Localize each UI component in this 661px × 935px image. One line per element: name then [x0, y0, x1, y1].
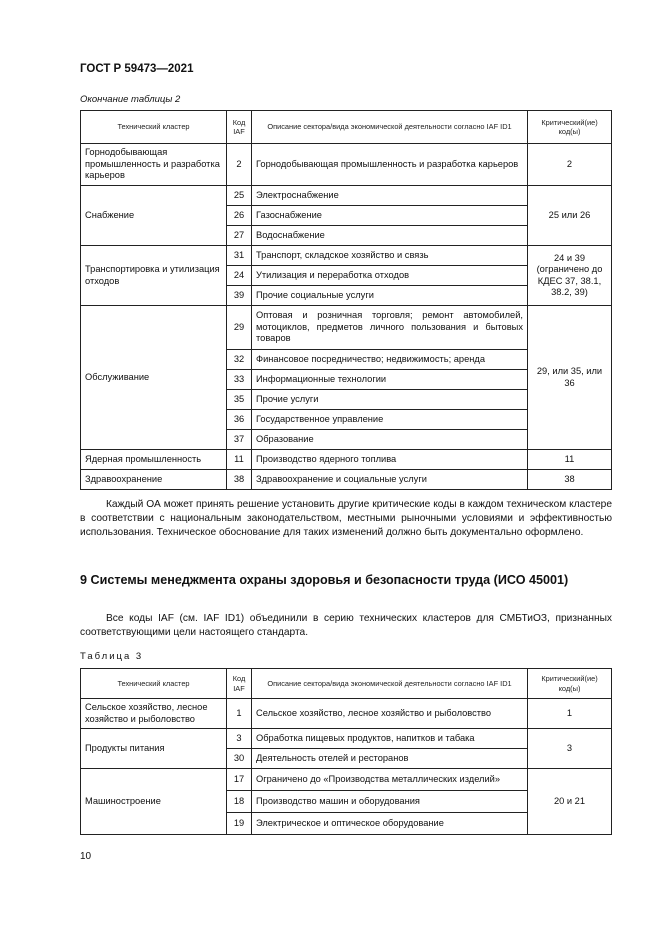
description-cell: Электроснабжение [252, 186, 528, 206]
critical-cell: 24 и 39 (ограничено до КДЕС 37, 38.1, 38.2, 39) [528, 246, 612, 306]
description-cell: Производство машин и оборудования [252, 791, 528, 813]
col-header-critical: Критический(ие) код(ы) [528, 669, 612, 699]
col-header-code: Код IAF [227, 669, 252, 699]
code-cell: 3 [227, 729, 252, 749]
cluster-cell: Сельское хозяйство, лесное хозяйство и рыболовство [81, 699, 227, 729]
code-cell: 2 [227, 144, 252, 186]
code-cell: 31 [227, 246, 252, 266]
table-row [81, 450, 612, 470]
code-cell: 39 [227, 286, 252, 306]
table-row [81, 699, 612, 729]
col-header-cluster: Технический кластер [81, 111, 227, 144]
critical-cell: 1 [528, 699, 612, 729]
code-cell: 35 [227, 390, 252, 410]
cluster-cell: Снабжение [81, 186, 227, 246]
cluster-cell: Продукты питания [81, 729, 227, 769]
table-3 [80, 668, 612, 835]
section-9-title: 9 Системы менеджмента охраны здоровья и безопасности труда (ИСО 45001) [80, 573, 569, 587]
code-cell: 27 [227, 226, 252, 246]
col-header-code: Код IAF [227, 111, 252, 144]
description-cell: Оптовая и розничная торговля; ремонт автомобилей, мотоциклов, предметов личного пользования и бытовых товаров [252, 306, 528, 350]
description-cell: Финансовое посредничество; недвижимость; аренда [252, 350, 528, 370]
table-row [81, 306, 612, 350]
description-cell: Обработка пищевых продуктов, напитков и табака [252, 729, 528, 749]
critical-cell: 2 [528, 144, 612, 186]
table-row [81, 246, 612, 266]
section-9-text: Все коды IAF (см. IAF ID1) объединили в серию технических кластеров для СМБТиОЗ, признанных соответствующими цели настоящего стандарта. [80, 613, 612, 639]
description-cell: Информационные технологии [252, 370, 528, 390]
table-header-row [81, 669, 612, 699]
table-row [81, 729, 612, 749]
code-cell: 26 [227, 206, 252, 226]
code-cell: 24 [227, 266, 252, 286]
description-cell: Сельское хозяйство, лесное хозяйство и рыболовство [252, 699, 528, 729]
table-row [81, 144, 612, 186]
code-cell: 30 [227, 749, 252, 769]
code-cell: 19 [227, 813, 252, 835]
paragraph-critical-codes: Каждый ОА может принять решение установить другие критические коды в каждом техническом кластере в соответствии с национальным законодательством, местными рыночными условиями и эффективностью использования. Техническое обоснование для таких изменений должно быть документально оформлено. [80, 499, 612, 539]
description-cell: Производство ядерного топлива [252, 450, 528, 470]
critical-cell: 20 и 21 [528, 769, 612, 835]
table-row [81, 769, 612, 791]
cluster-cell: Обслуживание [81, 306, 227, 450]
description-cell: Прочие услуги [252, 390, 528, 410]
critical-cell: 11 [528, 450, 612, 470]
col-header-description: Описание сектора/вида экономической деятельности согласно IAF ID1 [252, 669, 528, 699]
table-2 [80, 110, 612, 490]
cluster-cell: Здравоохранение [81, 470, 227, 490]
description-cell: Деятельность отелей и ресторанов [252, 749, 528, 769]
critical-cell: 29, или 35, или 36 [528, 306, 612, 450]
cluster-cell: Машиностроение [81, 769, 227, 835]
description-cell: Электрическое и оптическое оборудование [252, 813, 528, 835]
description-cell: Утилизация и переработка отходов [252, 266, 528, 286]
code-cell: 36 [227, 410, 252, 430]
code-cell: 37 [227, 430, 252, 450]
code-cell: 29 [227, 306, 252, 350]
col-header-description: Описание сектора/вида экономической деятельности согласно IAF ID1 [252, 111, 528, 144]
table-row [81, 470, 612, 490]
description-cell: Здравоохранение и социальные услуги [252, 470, 528, 490]
description-cell: Ограничено до «Производства металлических изделий» [252, 769, 528, 791]
document-header: ГОСТ Р 59473—2021 [80, 63, 194, 75]
code-cell: 11 [227, 450, 252, 470]
description-cell: Водоснабжение [252, 226, 528, 246]
description-cell: Газоснабжение [252, 206, 528, 226]
critical-cell: 25 или 26 [528, 186, 612, 246]
description-cell: Прочие социальные услуги [252, 286, 528, 306]
code-cell: 18 [227, 791, 252, 813]
col-header-critical: Критический(ие) код(ы) [528, 111, 612, 144]
description-cell: Образование [252, 430, 528, 450]
description-cell: Государственное управление [252, 410, 528, 430]
page-number: 10 [80, 851, 92, 862]
table3-caption: Таблица 3 [80, 651, 144, 662]
code-cell: 32 [227, 350, 252, 370]
cluster-cell: Горнодобывающая промышленность и разработка карьеров [81, 144, 227, 186]
code-cell: 25 [227, 186, 252, 206]
cluster-cell: Транспортировка и утилизация отходов [81, 246, 227, 306]
code-cell: 17 [227, 769, 252, 791]
code-cell: 1 [227, 699, 252, 729]
critical-cell: 3 [528, 729, 612, 769]
code-cell: 33 [227, 370, 252, 390]
table2-caption: Окончание таблицы 2 [80, 94, 181, 105]
table-header-row [81, 111, 612, 144]
cluster-cell: Ядерная промышленность [81, 450, 227, 470]
description-cell: Транспорт, складское хозяйство и связь [252, 246, 528, 266]
code-cell: 38 [227, 470, 252, 490]
description-cell: Горнодобывающая промышленность и разработка карьеров [252, 144, 528, 186]
col-header-cluster: Технический кластер [81, 669, 227, 699]
table-row [81, 186, 612, 206]
critical-cell: 38 [528, 470, 612, 490]
